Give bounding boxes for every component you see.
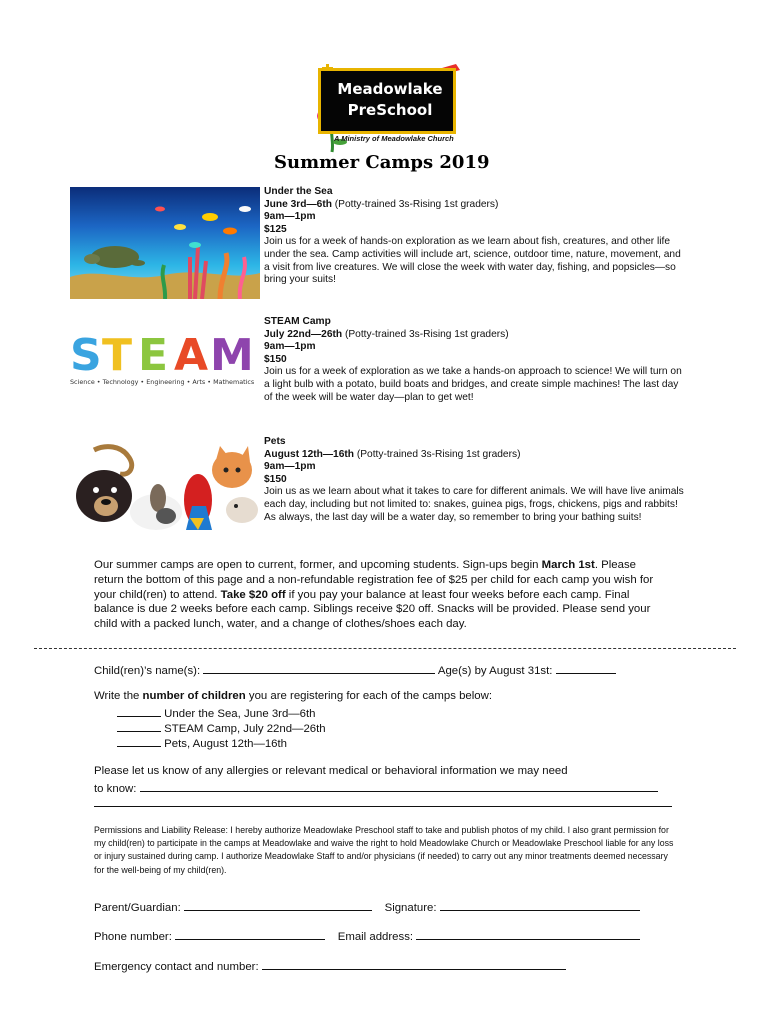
- phone-row: [94, 928, 640, 943]
- school-logo: [310, 62, 466, 154]
- camp-name: Under the Sea: [264, 186, 333, 197]
- pets-animals-icon: [66, 440, 258, 530]
- write-pre: Write the: [94, 690, 143, 702]
- camp-ages: (Potty-trained 3s-Rising 1st graders): [356, 448, 521, 460]
- camp-info-paragraph: [94, 558, 654, 632]
- camp-name: Pets: [264, 436, 286, 447]
- camp-price: $150: [264, 353, 287, 365]
- camp-count-field[interactable]: [117, 735, 161, 747]
- child-names-field[interactable]: [203, 662, 435, 674]
- write-number-instructions: [94, 690, 492, 702]
- svg-text:T: T: [102, 330, 133, 381]
- camp-price: $125: [264, 223, 287, 235]
- steam-logo-image: [68, 330, 262, 388]
- camp-name: STEAM Camp: [264, 316, 331, 327]
- phone-field[interactable]: [175, 928, 325, 940]
- camp-count-row: [117, 735, 287, 750]
- logo-line-1: Meadowlake: [337, 80, 443, 98]
- page-title: Summer Camps 2019: [274, 152, 490, 173]
- camp-description: Join us for a week of exploration as we take a hands-on approach to science! We will turn on a light bulb with a potato, build boats and bridges, and create simple machines! The last day of the week will be water day—plan to get wet!: [264, 366, 682, 403]
- allergy-label: to know:: [94, 783, 137, 795]
- info-text-3: if you pay your balance at least four weeks before each camp. Final balance is due 2 weeks before each camp. Siblings receive $20 off. Snacks will be provided. Please send your child with a packed lunch, water, and a change of clothes/shoes each day.: [94, 588, 651, 631]
- camp-dates: July 22nd—26th: [264, 328, 343, 340]
- camp-count-row: [117, 705, 316, 720]
- info-bold-1: March 1st: [541, 559, 595, 571]
- svg-text:M: M: [210, 330, 254, 381]
- camp-pets: [264, 436, 684, 524]
- parent-label: Parent/Guardian:: [94, 902, 181, 914]
- camp-count-row: [117, 720, 326, 735]
- allergy-line-1: Please let us know of any allergies or relevant medical or behavioral information we may need: [94, 765, 568, 777]
- write-post: you are registering for each of the camps below:: [245, 690, 492, 702]
- camp-time: 9am—1pm: [264, 461, 316, 473]
- steam-subtitle: Science • Technology • Engineering • Arts • Mathematics: [70, 378, 255, 386]
- emergency-field[interactable]: [262, 958, 566, 970]
- steam-letters-icon: [68, 330, 262, 388]
- signature-field[interactable]: [440, 899, 640, 911]
- email-field[interactable]: [416, 928, 640, 940]
- child-names-label: Child(ren)’s name(s):: [94, 665, 201, 677]
- age-label: Age(s) by August 31st:: [437, 665, 553, 677]
- logo-tagline: A Ministry of Meadowlake Church: [334, 134, 454, 143]
- allergy-field-line-2[interactable]: [94, 806, 672, 807]
- child-names-row: [94, 662, 616, 677]
- camp-count-label: Pets, August 12th—16th: [164, 738, 288, 750]
- camp-dates: August 12th—16th: [264, 448, 354, 460]
- camp-time: 9am—1pm: [264, 211, 316, 223]
- write-bold: number of children: [142, 690, 246, 702]
- sea-scene-icon: [70, 187, 260, 299]
- liability-release: Permissions and Liability Release: I hereby authorize Meadowlake Preschool staff to take and publish photos of my child. I also grant permission for my child(ren) to participate in the camps at Meadowlake and waive the right to hold Meadowlake Church or Meadowlake Preschool liable for any loss or injury sustained during camp. I authorize Meadowlake Staff to and/or physicians (if needed) to carry out any minor treatments deemed necessary for the well-being of my child(ren).: [94, 825, 674, 875]
- info-bold-2: Take $20 off: [220, 588, 286, 601]
- camp-time: 9am—1pm: [264, 341, 316, 353]
- camp-steam: [264, 316, 684, 404]
- camp-dates: June 3rd—6th: [264, 198, 332, 210]
- allergy-row: [94, 780, 658, 795]
- info-text-1: Our summer camps are open to current, former, and upcoming students. Sign-ups begin: [94, 559, 542, 571]
- emergency-label: Emergency contact and number:: [94, 961, 259, 973]
- camp-ages: (Potty-trained 3s-Rising 1st graders): [334, 198, 499, 210]
- parent-row: [94, 899, 640, 914]
- info-text-2: . Please return the bottom of this page and a non-refundable registration fee of $25 per child for each camp you wish for your child(ren) to attend.: [94, 559, 654, 601]
- camp-count-label: STEAM Camp, July 22nd—26th: [164, 723, 326, 735]
- camp-description: Join us for a week of hands-on exploration as we learn about fish, creatures, and other life under the sea. Camp activities will include art, science, outdoor time, nature, movement, and a visit from live creatures. We will close the week with water day, fishing, and popsicles—so bring your suits!: [264, 236, 681, 286]
- camp-ages: (Potty-trained 3s-Rising 1st graders): [344, 328, 509, 340]
- email-label: Email address:: [337, 931, 414, 943]
- camp-under-the-sea: [264, 186, 684, 287]
- emergency-row: [94, 958, 566, 973]
- svg-text:E: E: [138, 330, 169, 381]
- logo-line-2: PreSchool: [347, 101, 433, 119]
- phone-label: Phone number:: [94, 931, 172, 943]
- svg-text:A: A: [174, 330, 209, 381]
- camp-price: $150: [264, 473, 287, 485]
- cut-line: [34, 648, 736, 649]
- svg-text:S: S: [70, 330, 102, 381]
- under-the-sea-image: [70, 187, 260, 299]
- logo-chalkboard: [318, 68, 456, 134]
- age-field[interactable]: [556, 662, 616, 674]
- allergy-field[interactable]: [140, 780, 658, 792]
- parent-field[interactable]: [184, 899, 372, 911]
- camp-count-label: Under the Sea, June 3rd—6th: [164, 708, 316, 720]
- camp-count-field[interactable]: [117, 720, 161, 732]
- signature-label: Signature:: [384, 902, 437, 914]
- pets-image: [66, 440, 258, 530]
- camp-count-field[interactable]: [117, 705, 161, 717]
- camp-description: Join us as we learn about what it takes to care for different animals. We will have live animals each day, including but not limited to: snakes, guinea pigs, frogs, chickens, pigs and rabbits! As always, the last day will be a water day, so remember to bring your bathing suits!: [264, 486, 684, 523]
